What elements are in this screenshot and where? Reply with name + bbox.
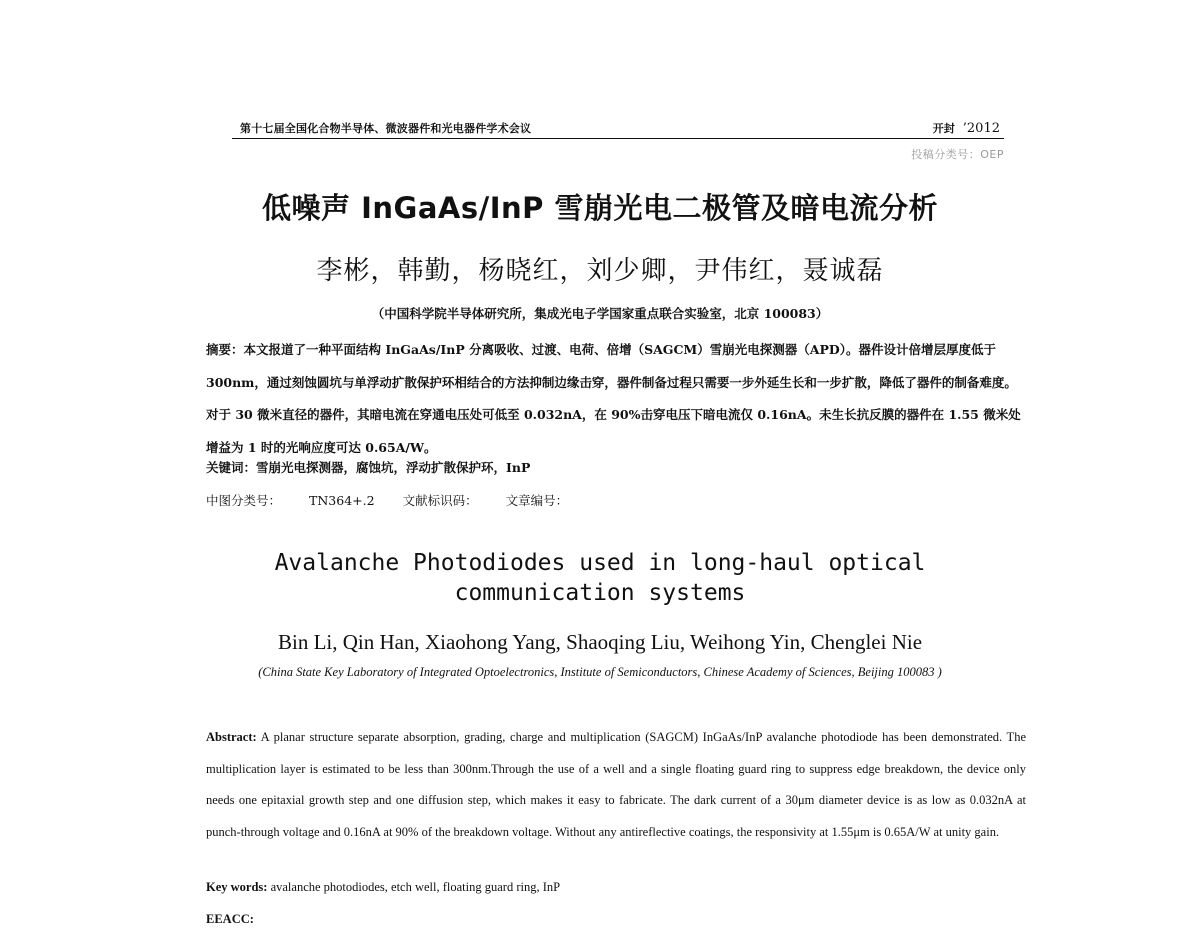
clc-value: TN364+.2 <box>309 493 375 508</box>
chinese-title: 低噪声 InGaAs/InP 雪崩光电二极管及暗电流分析 <box>262 191 938 225</box>
chinese-keywords-text: 雪崩光电探测器，腐蚀坑，浮动扩散保护环，InP <box>256 460 531 475</box>
english-title-line-1: Avalanche Photodiodes used in long-haul optical <box>274 550 926 576</box>
english-abstract-label: Abstract: <box>206 730 257 744</box>
article-number-label: 文章编号： <box>505 493 569 508</box>
english-abstract <box>206 722 1026 848</box>
chinese-authors: 李彬，韩勤，杨晓红，刘少卿，尹伟红，聂诚磊 <box>316 256 884 286</box>
header-rule <box>232 138 1004 139</box>
english-keywords-label: Key words: <box>206 880 268 894</box>
chinese-keywords <box>206 458 1026 476</box>
english-title <box>0 548 1200 608</box>
conference-location: 开封 <box>932 122 955 135</box>
eeacc-line <box>206 912 1026 927</box>
clc-label: 中图分类号： <box>206 493 282 508</box>
chinese-classification-line <box>206 491 1026 509</box>
english-title-line-2: communication systems <box>454 580 746 606</box>
english-affiliation: (China State Key Laboratory of Integrated Optoelectronics, Institute of Semiconductors, Chinese Academy of Sciences, Beijing 100083 ) <box>258 665 942 679</box>
conference-location-year <box>933 120 1000 136</box>
chinese-keywords-label: 关键词： <box>206 460 257 475</box>
chinese-abstract-label: 摘要： <box>206 342 244 357</box>
chinese-abstract <box>206 334 1026 464</box>
english-authors: Bin Li, Qin Han, Xiaohong Yang, Shaoqing Liu, Weihong Yin, Chenglei Nie <box>277 630 923 654</box>
chinese-affiliation: （中国科学院半导体研究所，集成光电子学国家重点联合实验室，北京 100083） <box>371 306 829 321</box>
conference-name: 第十七届全国化合物半导体、微波器件和光电器件学术会议 <box>240 122 532 135</box>
running-header <box>232 116 1004 138</box>
english-abstract-text: A planar structure separate absorption, grading, charge and multiplication (SAGCM) InGaAs/InP avalanche photodiode has been demonstrated. The multiplication layer is estimated to be less than 300nm.Through the use of a well and a single floating guard ring to suppress edge breakdown, the device only needs one epitaxial growth step and one diffusion step, which makes it easy to fabricate. The dark current of a 30μm diameter device is as low as 0.032nA at punch-through voltage and 0.16nA at 90% of the breakdown voltage. Without any antireflective coatings, the responsivity at 1.55μm is 0.65A/W at unity gain. <box>206 730 1026 839</box>
chinese-abstract-text: 本文报道了一种平面结构 InGaAs/InP 分离吸收、过渡、电荷、倍增（SAGCM）雪崩光电探测器（APD）。器件设计倍增层厚度低于 300nm，通过刻蚀圆坑与单浮动扩散保护环相结合的方法抑制边缘击穿，器件制备过程只需要一步外延生长和一步扩散，降低了器件的制备难度。对于 30 微米直径的器件，其暗电流在穿通电压处可低至 0.032nA，在 90%击穿电压下暗电流仅 0.16nA。未生长抗反膜的器件在 1.55 微米处增益为 1 时的光响应度可达 0.65A/W。 <box>206 342 1021 455</box>
classification-number: 投稿分类号：OEP <box>911 148 1004 161</box>
eeacc-label: EEACC: <box>206 912 254 926</box>
english-keywords-text: avalanche photodiodes, etch well, floating guard ring, InP <box>270 880 561 894</box>
document-code-label: 文献标识码： <box>402 493 478 508</box>
english-keywords <box>206 880 1026 895</box>
conference-year: ’2012 <box>962 121 1000 136</box>
